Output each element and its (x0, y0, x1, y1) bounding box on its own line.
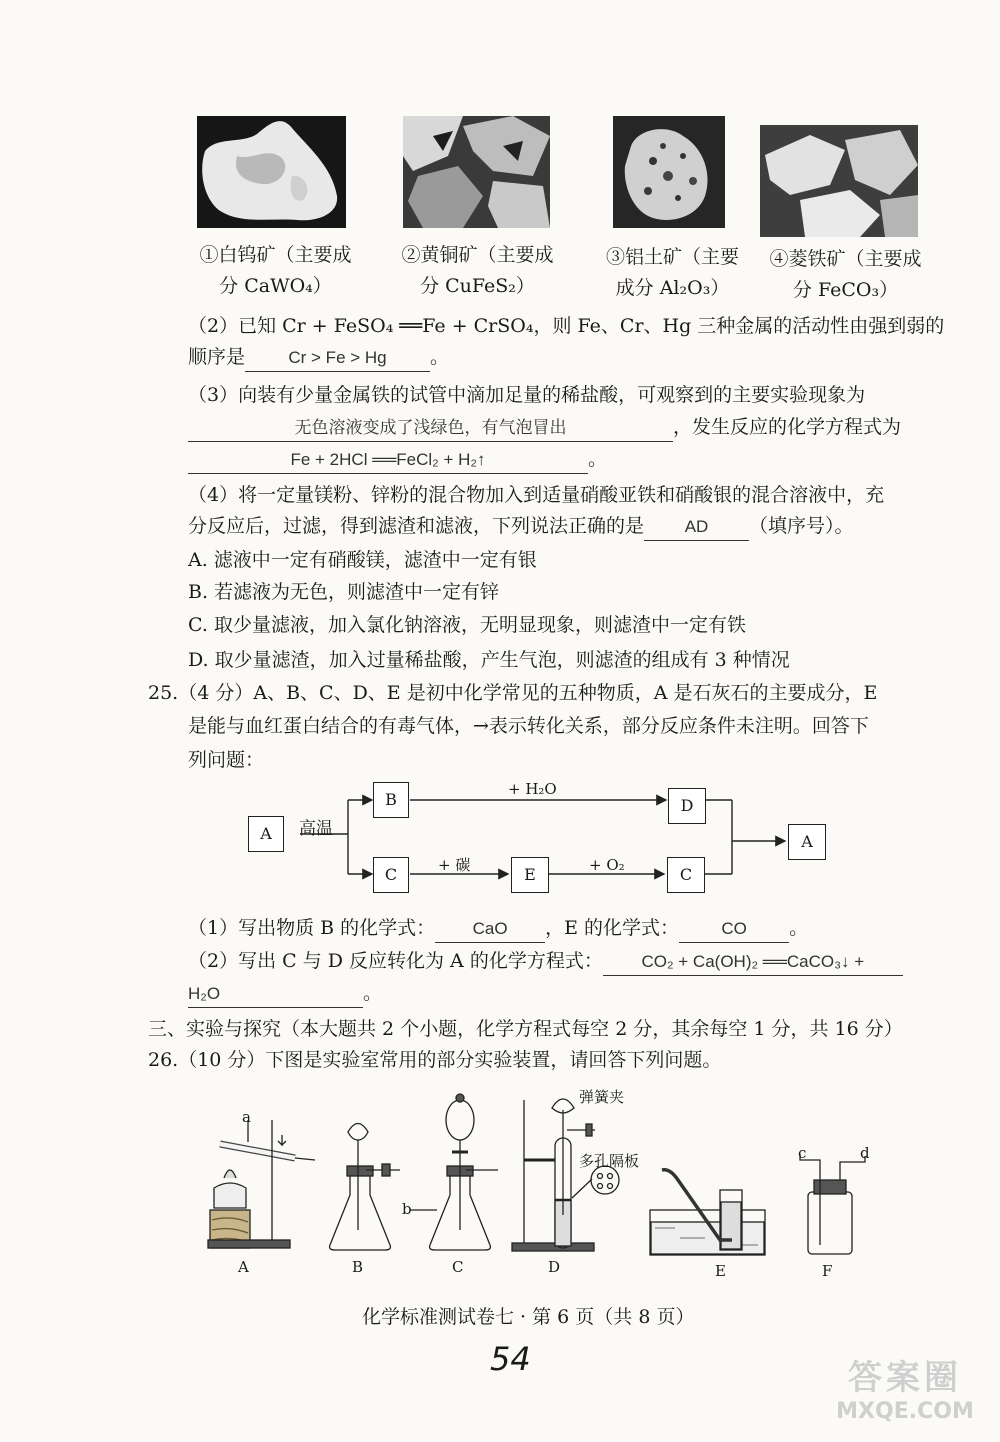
flow-cond-carbon: + 碳 (438, 856, 471, 874)
q3-line1: （3）向装有少量金属铁的试管中滴加足量的稀盐酸，可观察到的主要实验现象为 (188, 384, 866, 406)
mineral-caption-scheelite (188, 240, 363, 302)
apparatus-d-label: D (548, 1258, 561, 1276)
mineral-caption-siderite (758, 244, 933, 306)
q25-sub2-prefix: （2）写出 C 与 D 反应转化为 A 的化学方程式： (188, 950, 603, 972)
q25-sub1-mid: ，E 的化学式： (545, 917, 680, 939)
flow-cond-oxygen: + O₂ (589, 856, 625, 874)
q2-answer-blank: Cr > Fe > Hg (245, 345, 430, 372)
q4-option-a: A. 滤液中一定有硝酸镁，滤渣中一定有银 (188, 549, 537, 571)
porous-plate-label: 多孔隔板 (579, 1152, 640, 1170)
handwritten-page-number: 54 (490, 1340, 531, 1378)
q3-equation-blank: Fe + 2HCl ══FeCl₂ + H₂↑ (188, 447, 588, 474)
mineral-caption-line1: ④菱铁矿（主要成 (769, 248, 922, 270)
apparatus-a-label: A (238, 1258, 249, 1276)
q3-phenomenon-blank: 无色溶液变成了浅绿色，有气泡冒出 (188, 415, 673, 442)
apparatus-label-b-small: b (402, 1200, 412, 1218)
apparatus-e-label: E (715, 1262, 726, 1280)
section3-title: 三、实验与探究（本大题共 2 个小题，化学方程式每空 2 分，其余每空 1 分，共 16 分） (148, 1018, 903, 1040)
flow-node-a: A (248, 816, 284, 852)
q25-line2: 是能与血红蛋白结合的有毒气体，→表示转化关系，部分反应条件未注明。回答下 (188, 715, 869, 737)
q25-b-formula-blank: CaO (435, 916, 545, 943)
page-footer: 化学标准测试卷七 · 第 6 页（共 8 页） (362, 1306, 695, 1328)
q3-line3 (188, 446, 607, 474)
apparatus-b-label: B (352, 1258, 364, 1276)
q2-line2 (188, 344, 449, 372)
flow-node-b: B (373, 782, 409, 818)
flow-cond-high-temp: 高温 (299, 819, 333, 839)
mineral-caption-line2: 分 CuFeS₂） (420, 275, 535, 297)
q3-line2 (188, 414, 901, 442)
q25-line3: 列问题： (188, 749, 265, 771)
q3-mid: ，发生反应的化学方程式为 (673, 416, 902, 438)
flow-node-c: C (373, 857, 409, 893)
watermark-line2: MXQE.COM (836, 1399, 974, 1424)
mineral-caption-line1: ②黄铜矿（主要成 (401, 244, 554, 266)
apparatus-f-label: F (822, 1262, 833, 1280)
q26-stem: 26.（10 分）下图是实验室常用的部分实验装置，请回答下列问题。 (148, 1049, 722, 1071)
q4-prefix: 分反应后，过滤，得到滤渣和滤液，下列说法正确的是 (188, 515, 645, 537)
apparatus-label-c-small: c (798, 1144, 807, 1162)
mineral-caption-line1: ③铝土矿（主要 (605, 246, 739, 268)
q25-line1: 25.（4 分）A、B、C、D、E 是初中化学常见的五种物质，A 是石灰石的主要成分，E (148, 682, 878, 704)
q25-sub2-cont (188, 980, 382, 1008)
q2-line1: （2）已知 Cr + FeSO₄ ══Fe + CrSO₄，则 Fe、Cr、Hg 三种金属的活动性由强到弱的 (188, 315, 945, 337)
watermark-line1: 答案圈 (848, 1358, 962, 1398)
q25-sub1-suffix: 。 (789, 917, 809, 939)
q25-sub1 (188, 915, 808, 943)
q25-equation-blank-2: H₂O (188, 981, 363, 1008)
mineral-caption-line2: 分 FeCO₃） (792, 279, 899, 301)
mineral-photo-bauxite (613, 116, 725, 228)
flow-node-e: E (511, 857, 549, 893)
spring-clip-label: 弹簧夹 (579, 1088, 625, 1106)
q25-sub1-prefix: （1）写出物质 B 的化学式： (188, 917, 436, 939)
apparatus-label-d-small: d (860, 1144, 870, 1162)
watermark-logo (820, 1350, 990, 1436)
q25-sub2-suffix: 。 (363, 982, 383, 1004)
q4-answer-blank: AD (644, 514, 749, 541)
mineral-caption-line2: 分 CaWO₄） (219, 275, 332, 297)
q4-option-b: B. 若滤液为无色，则滤渣中一定有锌 (188, 581, 500, 603)
q25-equation-blank-1: CO₂ + Ca(OH)₂ ══CaCO₃↓ + (603, 949, 903, 976)
q4-option-d: D. 取少量滤渣，加入过量稀盐酸，产生气泡，则滤渣的组成有 3 种情况 (188, 649, 790, 671)
q4-line1: （4）将一定量镁粉、锌粉的混合物加入到适量硝酸亚铁和硝酸银的混合溶液中，充 (188, 484, 885, 506)
q2-prefix: 顺序是 (188, 346, 246, 368)
flow-node-c2: C (667, 857, 705, 893)
flow-cond-water: + H₂O (508, 780, 557, 798)
q4-line2 (188, 513, 854, 541)
q4-option-c: C. 取少量滤液，加入氯化钠溶液，无明显现象，则滤渣中一定有铁 (188, 614, 746, 636)
q25-e-formula-blank: CO (679, 916, 789, 943)
q25-sub2 (188, 948, 903, 976)
mineral-photo-scheelite (197, 116, 346, 228)
apparatus-c-label: C (452, 1258, 464, 1276)
mineral-photo-chalcopyrite (403, 116, 550, 228)
flow-node-d: D (668, 788, 706, 824)
mineral-caption-line1: ①白钨矿（主要成 (199, 244, 352, 266)
apparatus-label-a-small: a (242, 1108, 251, 1126)
lab-apparatus-figure (200, 1080, 880, 1280)
mineral-caption-bauxite (595, 242, 750, 304)
mineral-caption-line2: 成分 Al₂O₃） (615, 277, 730, 299)
flow-node-a2: A (788, 824, 826, 860)
q2-suffix: 。 (430, 346, 450, 368)
mineral-caption-chalcopyrite (390, 240, 565, 302)
q3-suffix: 。 (588, 448, 608, 470)
mineral-photo-siderite (760, 125, 918, 237)
q4-suffix: （填序号）。 (749, 515, 854, 537)
